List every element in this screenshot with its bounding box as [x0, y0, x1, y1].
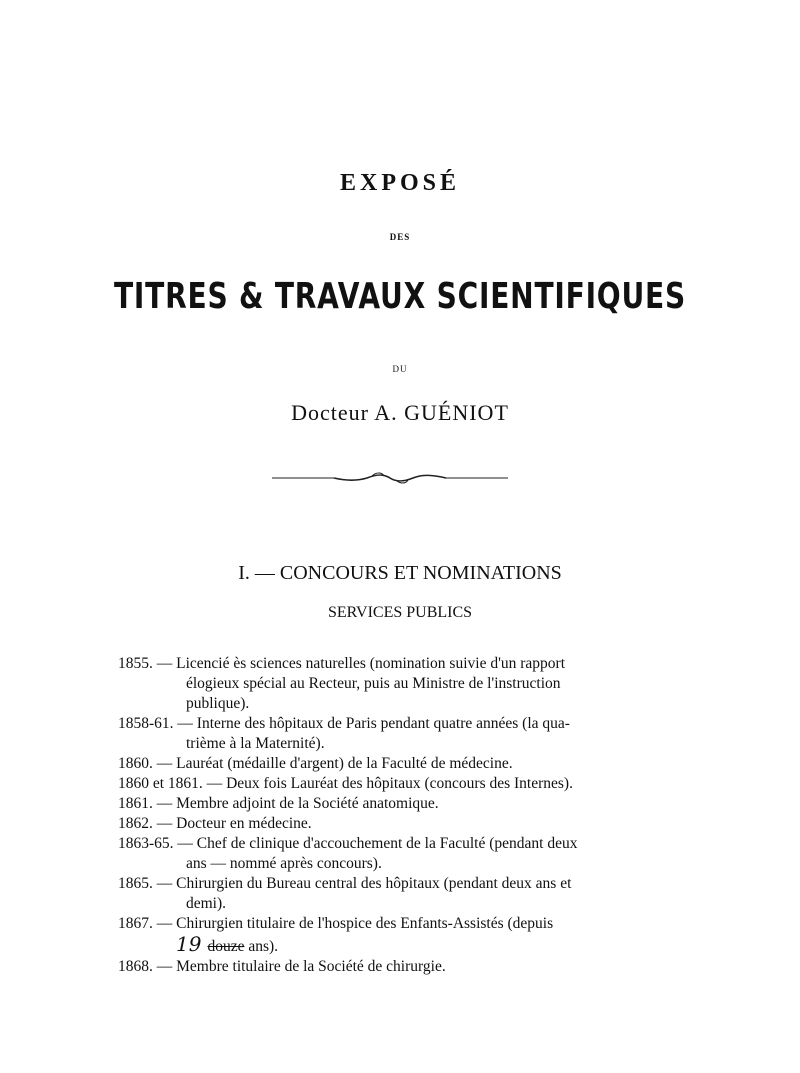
entry-text-cont: publique). [186, 695, 250, 712]
entry-text: — Interne des hôpitaux de Paris pendant quatre années (la qua- [177, 715, 570, 732]
entry-text: — Membre adjoint de la Société anatomique. [156, 795, 439, 812]
entry-year: 1858-61. [118, 715, 174, 732]
title-expose: EXPOSÉ [339, 170, 461, 196]
entry-year: 1855. [118, 655, 153, 672]
list-item [118, 774, 670, 794]
list-item [118, 834, 670, 854]
entry-text-cont: ans — nommé après concours). [186, 855, 382, 872]
entry-text-cont: élogieux spécial au Recteur, puis au Ministre de l'instruction [186, 675, 561, 692]
entry-year: 1862. [118, 815, 153, 832]
entry-year: 1868. [118, 958, 153, 975]
struck-word: douze [207, 938, 245, 955]
author-name: Docteur A. GUÉNIOT [291, 400, 509, 425]
entry-text: — Chef de clinique d'accouchement de la Faculté (pendant deux [177, 835, 578, 852]
section-heading: I. — CONCOURS ET NOMINATIONS [238, 562, 562, 584]
list-item [118, 794, 670, 814]
des-label: DES [389, 232, 411, 242]
entry-text: — Lauréat (médaille d'argent) de la Faculté de médecine. [156, 755, 513, 772]
entry-text-cont: ans). [248, 938, 279, 955]
list-item [118, 957, 670, 977]
entry-year: 1860. [118, 755, 153, 772]
entry-year: 1865. [118, 875, 153, 892]
entry-text: — Deux fois Lauréat des hôpitaux (concours des Internes). [206, 775, 573, 792]
entry-text: — Docteur en médecine. [156, 815, 312, 832]
section-subheading: SERVICES PUBLICS [327, 604, 473, 621]
entry-year: 1861. [118, 795, 153, 812]
list-item [118, 914, 670, 934]
entry-text: — Licencié ès sciences naturelles (nomination suivie d'un rapport [156, 655, 565, 672]
du-label: DU [392, 364, 408, 374]
entry-year: 1860 et 1861. [118, 775, 203, 792]
list-item [118, 754, 670, 774]
list-item [118, 714, 670, 734]
main-title: TITRES & TRAVAUX SCIENTIFIQUES [113, 276, 687, 317]
entry-1867-continuation [118, 934, 670, 957]
entry-text: — Membre titulaire de la Société de chirurgie. [156, 958, 446, 975]
list-item [118, 654, 670, 674]
entries-list [118, 654, 670, 977]
entry-text: — Chirurgien titulaire de l'hospice des Enfants-Assistés (depuis [156, 915, 554, 932]
ornament-divider-icon [272, 470, 508, 486]
entry-text-cont: trième à la Maternité). [186, 735, 325, 752]
list-item [118, 814, 670, 834]
entry-text-cont: demi). [186, 895, 227, 912]
list-item [118, 874, 670, 894]
entry-year: 1863-65. [118, 835, 174, 852]
entry-text: — Chirurgien du Bureau central des hôpitaux (pendant deux ans et [156, 875, 572, 892]
handwritten-annotation: 19 [176, 932, 202, 956]
entry-year: 1867. [118, 915, 153, 932]
